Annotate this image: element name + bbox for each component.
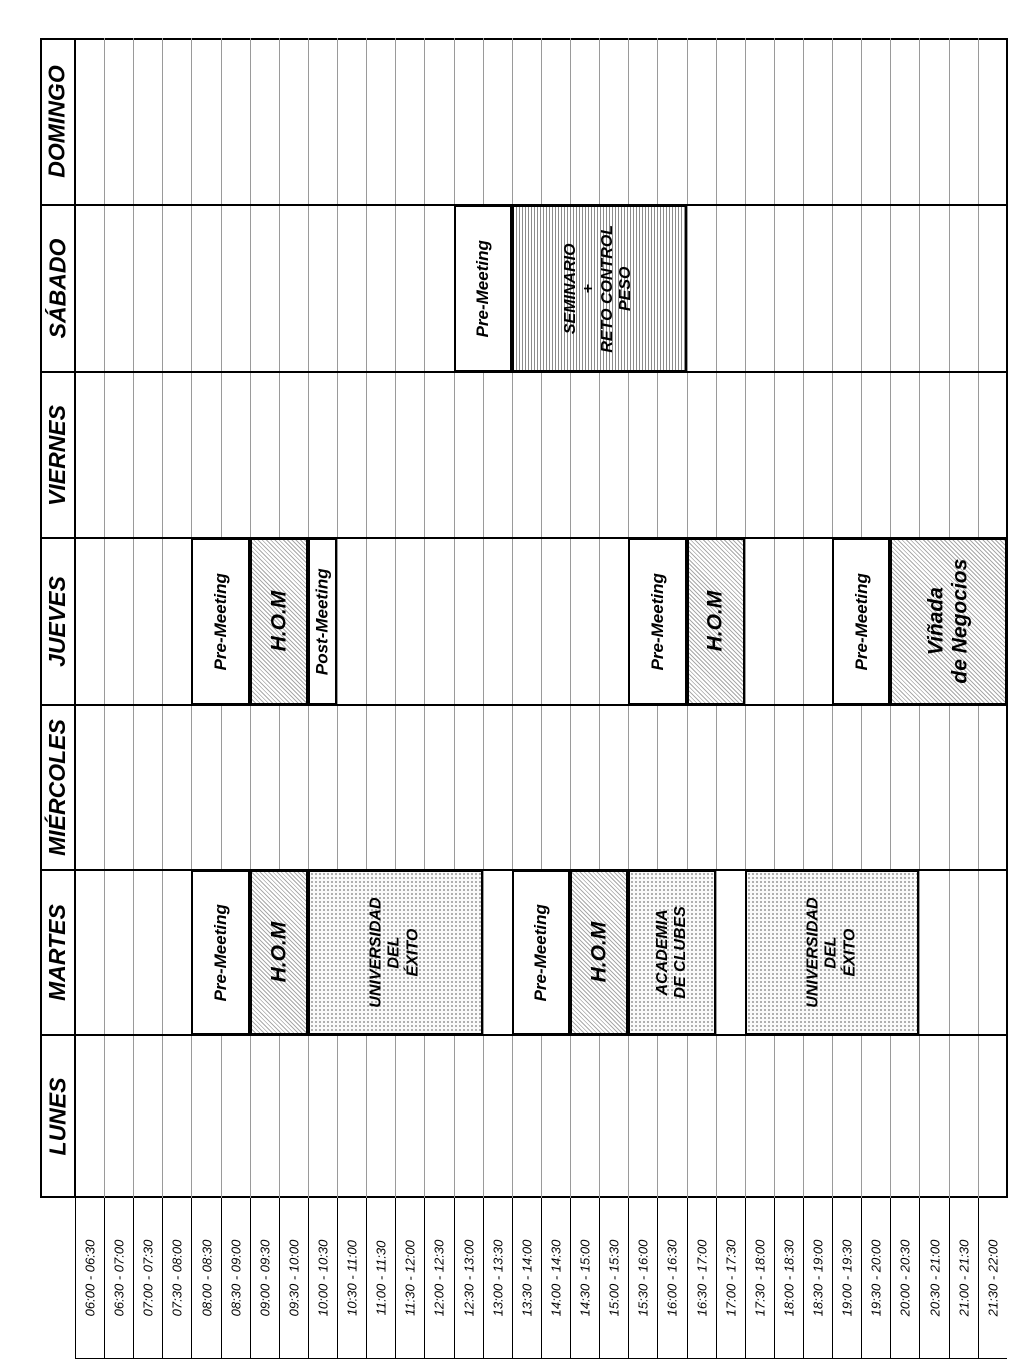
slot-gridline xyxy=(133,38,134,1198)
event-label: Viñada de Negocios xyxy=(924,559,972,684)
event-label: Pre-Meeting xyxy=(851,572,871,671)
time-slot-cell xyxy=(570,1198,599,1358)
time-slot-cell xyxy=(337,1198,366,1358)
day-label-viernes: VIERNES xyxy=(44,404,71,506)
event-label: Post-Meeting xyxy=(312,568,332,675)
event-label: SEMINARIO + RETO CONTROL PESO xyxy=(562,224,635,353)
day-divider xyxy=(40,204,1008,206)
event-label: ACADEMIA DE CLUBES xyxy=(653,906,689,999)
time-slot-label: 16:00 - 16:30 xyxy=(664,1239,680,1317)
time-slot-label: 19:00 - 19:30 xyxy=(839,1239,855,1317)
time-slot-label: 08:30 - 09:00 xyxy=(228,1239,244,1317)
time-slot-cell xyxy=(599,1198,628,1358)
event-block xyxy=(628,870,715,1035)
slot-gridline xyxy=(162,38,163,1198)
day-label-lunes: LUNES xyxy=(44,1077,71,1156)
time-slot-cell xyxy=(366,1198,395,1358)
time-slot-cell xyxy=(716,1198,745,1358)
event-block xyxy=(454,205,512,372)
time-slot-cell xyxy=(628,1198,657,1358)
event-label: H.O.M xyxy=(266,591,290,652)
event-block xyxy=(191,538,249,705)
time-slot-label: 11:00 - 11:30 xyxy=(373,1240,389,1316)
event-label: H.O.M xyxy=(703,591,727,652)
event-block xyxy=(512,205,687,372)
time-slot-label: 09:30 - 10:00 xyxy=(286,1239,302,1317)
day-label-jueves: JUEVES xyxy=(44,576,71,667)
event-label: UNIVERSIDAD DEL ÉXITO xyxy=(367,897,422,1008)
day-divider xyxy=(40,537,1008,539)
day-divider xyxy=(40,704,1008,706)
time-slot-label: 19:30 - 20:00 xyxy=(868,1239,884,1317)
day-label-domingo: DOMINGO xyxy=(44,65,71,178)
event-block xyxy=(308,870,483,1035)
time-slot-label: 06:00 - 06:30 xyxy=(82,1239,98,1317)
event-label: UNIVERSIDAD DEL ÉXITO xyxy=(804,897,859,1008)
time-slot-cell xyxy=(745,1198,774,1358)
event-block xyxy=(687,538,745,705)
time-slot-cell xyxy=(541,1198,570,1358)
event-block xyxy=(308,538,337,705)
event-block xyxy=(832,538,890,705)
time-slot-cell xyxy=(454,1198,483,1358)
time-slot-cell xyxy=(861,1198,890,1358)
event-block xyxy=(250,538,308,705)
time-slot-cell xyxy=(483,1198,512,1358)
time-slot-label: 14:00 - 14:30 xyxy=(548,1239,564,1317)
time-slot-label: 16:30 - 17:00 xyxy=(694,1239,710,1317)
time-slot-cell xyxy=(162,1198,191,1358)
event-block xyxy=(570,870,628,1035)
time-slot-label: 18:30 - 19:00 xyxy=(810,1239,826,1317)
time-slot-label: 20:30 - 21:00 xyxy=(927,1239,943,1317)
event-label: Pre-Meeting xyxy=(531,903,551,1002)
time-slot-label: 20:00 - 20:30 xyxy=(897,1239,913,1317)
time-slot-label: 13:30 - 14:00 xyxy=(519,1239,535,1317)
time-slot-label: 21:00 - 21:30 xyxy=(956,1239,972,1317)
time-slot-label: 10:30 - 11:00 xyxy=(344,1240,360,1316)
event-label: Pre-Meeting xyxy=(210,903,230,1002)
time-slot-cell xyxy=(774,1198,803,1358)
event-label: Pre-Meeting xyxy=(472,239,492,338)
time-slot-label: 09:00 - 09:30 xyxy=(257,1239,273,1317)
time-slot-cell xyxy=(133,1198,162,1358)
time-slot-cell xyxy=(978,1198,1007,1358)
event-label: H.O.M xyxy=(587,922,611,983)
event-block xyxy=(250,870,308,1035)
time-slot-label: 12:30 - 13:00 xyxy=(461,1239,477,1317)
time-slot-cell xyxy=(919,1198,948,1358)
event-block xyxy=(191,870,249,1035)
time-slot-cell xyxy=(687,1198,716,1358)
day-header-separator xyxy=(74,38,76,1198)
time-slot-label: 15:00 - 15:30 xyxy=(606,1239,622,1317)
event-label: Pre-Meeting xyxy=(647,572,667,671)
event-label: Pre-Meeting xyxy=(210,572,230,671)
time-slot-cell xyxy=(832,1198,861,1358)
time-slot-label: 08:00 - 08:30 xyxy=(199,1239,215,1317)
day-divider xyxy=(40,1034,1008,1036)
time-slot-cell xyxy=(279,1198,308,1358)
time-slot-cell xyxy=(221,1198,250,1358)
time-slot-cell xyxy=(250,1198,279,1358)
time-slot-label: 17:30 - 18:00 xyxy=(752,1239,768,1317)
day-label-miercoles: MIÉRCOLES xyxy=(44,719,71,856)
time-slot-label: 17:00 - 17:30 xyxy=(723,1239,739,1317)
time-slot-label: 18:00 - 18:30 xyxy=(781,1239,797,1317)
time-slot-label: 06:30 - 07:00 xyxy=(111,1239,127,1317)
time-slot-cell xyxy=(949,1198,978,1358)
day-divider xyxy=(40,869,1008,871)
time-slot-label: 10:00 - 10:30 xyxy=(315,1239,331,1317)
time-slot-cell xyxy=(657,1198,686,1358)
time-slot-label: 15:30 - 16:00 xyxy=(635,1239,651,1317)
day-label-sabado: SÁBADO xyxy=(44,238,71,339)
slot-gridline xyxy=(104,38,105,1198)
event-block xyxy=(628,538,686,705)
time-slot-cell xyxy=(104,1198,133,1358)
time-slot-label: 14:30 - 15:00 xyxy=(577,1239,593,1317)
event-block xyxy=(890,538,1006,705)
time-slot-cell xyxy=(424,1198,453,1358)
event-block xyxy=(745,870,920,1035)
event-label: H.O.M xyxy=(266,922,290,983)
time-slot-label: 12:00 - 12:30 xyxy=(431,1239,447,1317)
time-slot-label: 07:00 - 07:30 xyxy=(140,1239,156,1317)
time-slot-cell xyxy=(512,1198,541,1358)
time-slot-cell xyxy=(191,1198,220,1358)
day-divider xyxy=(40,371,1008,373)
time-slot-label: 11:30 - 12:00 xyxy=(402,1240,418,1316)
time-axis-border xyxy=(75,1358,1007,1359)
event-block xyxy=(512,870,570,1035)
time-slot-cell xyxy=(308,1198,337,1358)
time-slot-cell xyxy=(803,1198,832,1358)
time-slot-label: 13:00 - 13:30 xyxy=(490,1239,506,1317)
time-slot-cell xyxy=(395,1198,424,1358)
time-slot-cell xyxy=(890,1198,919,1358)
time-slot-cell xyxy=(75,1198,104,1358)
day-label-martes: MARTES xyxy=(44,904,71,1001)
time-slot-label: 07:30 - 08:00 xyxy=(169,1239,185,1317)
time-slot-label: 21:30 - 22:00 xyxy=(985,1239,1001,1317)
